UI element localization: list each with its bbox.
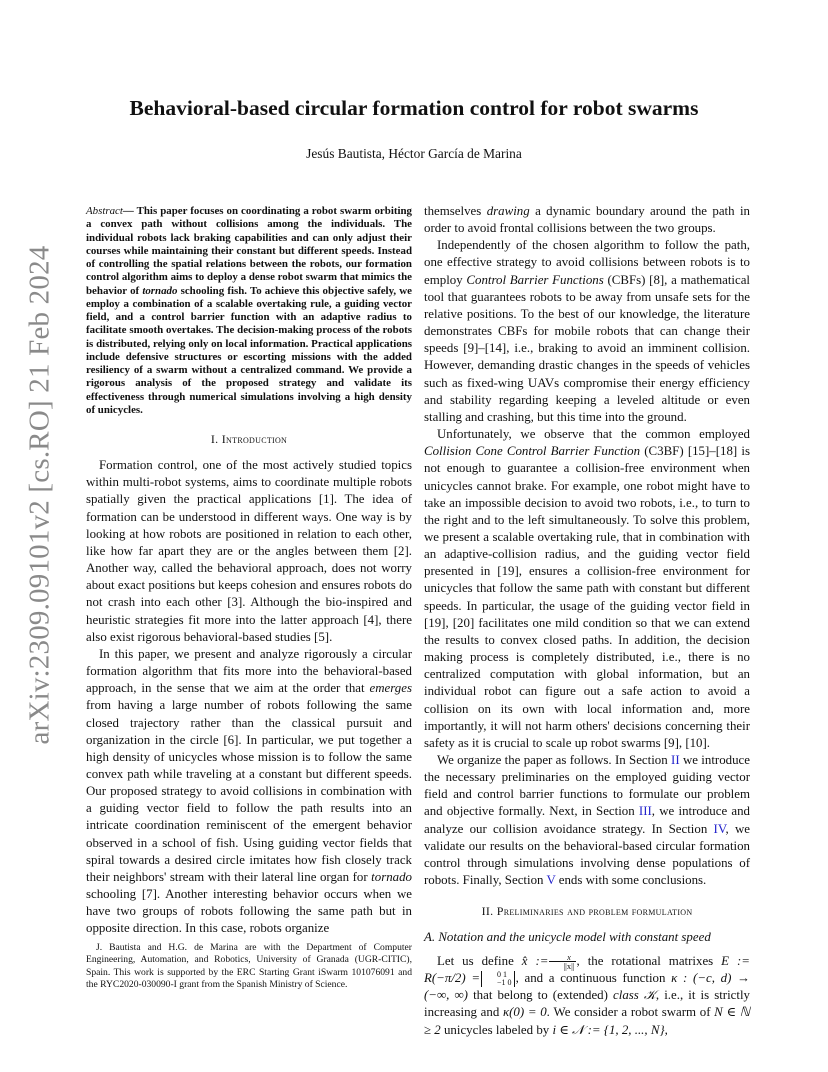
arxiv-identifier: arXiv:2309.09101v2 [cs.RO] 21 Feb 2024 — [23, 245, 56, 745]
ref-section-5-link[interactable]: V — [546, 873, 556, 888]
fraction-x-over-norm: $\frac{x}{||x||}$ — [549, 953, 575, 970]
intro-paragraph-6: We organize the paper as follows. In Section II we introduce the necessary preliminaries on the employed guiding vector field and control barrier functions to formulate our problem and objective formally. Next, in Section III, we introduce and analyze our collision avoidance strategy. In Section IV, we validate our results on the behavioral-based circular formation control through simulations involving dense populations of robots. Finally, Section V ends with some conclusions. — [424, 753, 751, 888]
ref-section-4-link[interactable]: IV — [713, 821, 726, 836]
footnote: J. Bautista and H.G. de Marina are with the Department of Computer Engineering, Automation, and Robotics, University of Granada (UGR-CITIC), Spain. This work is supported by the ERC Starting Grant iSwarm 101076091 and the RYC2020-030090-I grant from the Spanish Ministry of Science. — [86, 942, 412, 991]
abstract-heading: Abstract — [86, 205, 123, 217]
ref-section-3-link[interactable]: III — [638, 804, 652, 819]
intro-paragraph-3: themselves drawing a dynamic boundary around the path in order to avoid frontal collisions between the two groups. — [424, 204, 750, 236]
ref-section-2-link[interactable]: II — [671, 753, 680, 767]
arxiv-sidebar-stamp — [22, 245, 58, 745]
right-column — [424, 203, 750, 1039]
rotation-matrix: 0 1 −1 0 — [481, 971, 515, 987]
subsection-heading-notation: A. Notation and the unicycle model with constant speed — [424, 930, 711, 945]
intro-paragraph-5: Unfortunately, we observe that the common employed Collision Cone Control Barrier Function (C3BF) [15]–[18] is not enough to guarantee a collision-free environment when unicycles cannot brake. For example, one robot might have to take an impossible decision to avoid two robots, i.e., to turn to the right and to the left simultaneously. To solve this problem, we present a scalable overtaking rule, that in combination with an adaptive-collision radius, and the guiding vector field presented in [19], ensures a collision-free environment for unicycles that follow the same path with constant but different speeds. In particular, the usage of the guiding vector field in [19], [20] facilitates one mild condition so that we can extend the results to convex closed paths. In addition, the decision making process is completely distributed, i.e., there is no centralized computation with global information, but an individual robot can figure out a safe action to avoid a collision on its own with local information and, more importantly, it will not harm others' decisions concerning their safety as it is crucial to scale up robot swarms [9], [10]. — [424, 427, 750, 750]
section-heading-preliminaries: II. Preliminaries and problem formulation — [481, 904, 693, 919]
notation-paragraph: Let us define x̂ := $\frac{x}{||x||}$ , the rotational matrixes E := R(−π/2) = 0 1 −1 0 , and a continuous function κ : (−c, d) → (−∞, ∞) that belong to (extended) class 𝒦, i.e., it is strictly increasing and κ(0) = 0. We consider a robot swarm of N ∈ ℕ ≥ 2 unicycles labeled by i ∈ 𝒩 := {1, 2, ..., N}, — [424, 952, 751, 1037]
intro-paragraph-4: Independently of the chosen algorithm to follow the path, one effective strategy to avoid collisions between robots is to employ Control Barrier Functions (CBFs) [8], a mathematical tool that guarantees robots to be away from unsafe sets for the relative positions. To the best of our knowledge, the literature demonstrates CBFs for mobile robots that can change their speeds [9]–[14], i.e., braking to avoid an imminent collision. However, demanding drastic changes in the speeds of vehicles such as fixed-wing UAVs compromise their energy efficiency and stability regarding keeping a leveled altitude or even stalling and crashing, but this time into the ground. — [424, 238, 751, 424]
paper-title: Behavioral-based circular formation control for robot swarms — [129, 96, 699, 120]
intro-paragraph-2: In this paper, we present and analyze rigorously a circular formation algorithm that fits more into the behavioral-based approach, in the sense that we aim at the order that emerges from having a large number of robots following the same closed trajectory rather than the classical pursuit and organization in the circle [6]. In particular, we put together a high density of unicycles whose mission is to follow the same convex path while traveling at a constant but different speeds. Our proposed strategy to avoid collisions in combination with a guiding vector field to follow the path results into an intricate coordination reminiscent of the emergent behavior observed in a school of fish. Using guiding vector fields that spiral towards a desired circle imitates how fish closely track their neighbors' stream with their lateral line organ for tornado schooling [7]. Another interesting behavior occurs when we have two groups of robots following the same path but in opposite direction. In this case, robots organize — [86, 646, 412, 936]
intro-paragraph-1: Formation control, one of the most actively studied topics within multi-robot systems, aims to coordinate multiple robots spatially given the practical applications [1]. The idea of formation can be understood in different ways. One way is by looking at how robots are positioned in relation to each other, like how far apart they are or the angles between them [2]. Another way, called the behavioral approach, does not worry about exact positions but keeps cohesion and ensures robots do not crash into each other [3]. Although the bio-inspired and heuristic strategies fit more into the latter approach [4], there also exist rigorous behavioral-based studies [5]. — [86, 458, 412, 644]
paper-authors: Jesús Bautista, Héctor García de Marina — [306, 146, 522, 161]
left-column — [86, 205, 412, 938]
section-heading-introduction: I. Introduction — [210, 432, 288, 446]
abstract: Abstract— This paper focuses on coordinating a robot swarm orbiting a convex path without collisions among the individuals. The individual robots lack braking capabilities and can only adjust their courses while maintaining their constant but different speeds. Instead of controlling the spatial relations between the robots, our formation control algorithm aims to deploy a dense robot swarm that mimics the behavior of tornado schooling fish. To achieve this objective safely, we employ a combination of a scalable overtaking rule, a guiding vector field, and a control barrier function with an adaptive radius to facilitate smooth overtakes. The decision-making process of the robots is distributed, relying only on local information. Practical applications include defensive structures or escorting missions with the added resiliency of a swarm without a centralized command. We provide a rigorous analysis of the proposed strategy and validate its effectiveness through numerical simulations involving a high density of unicycles. — [86, 205, 412, 416]
